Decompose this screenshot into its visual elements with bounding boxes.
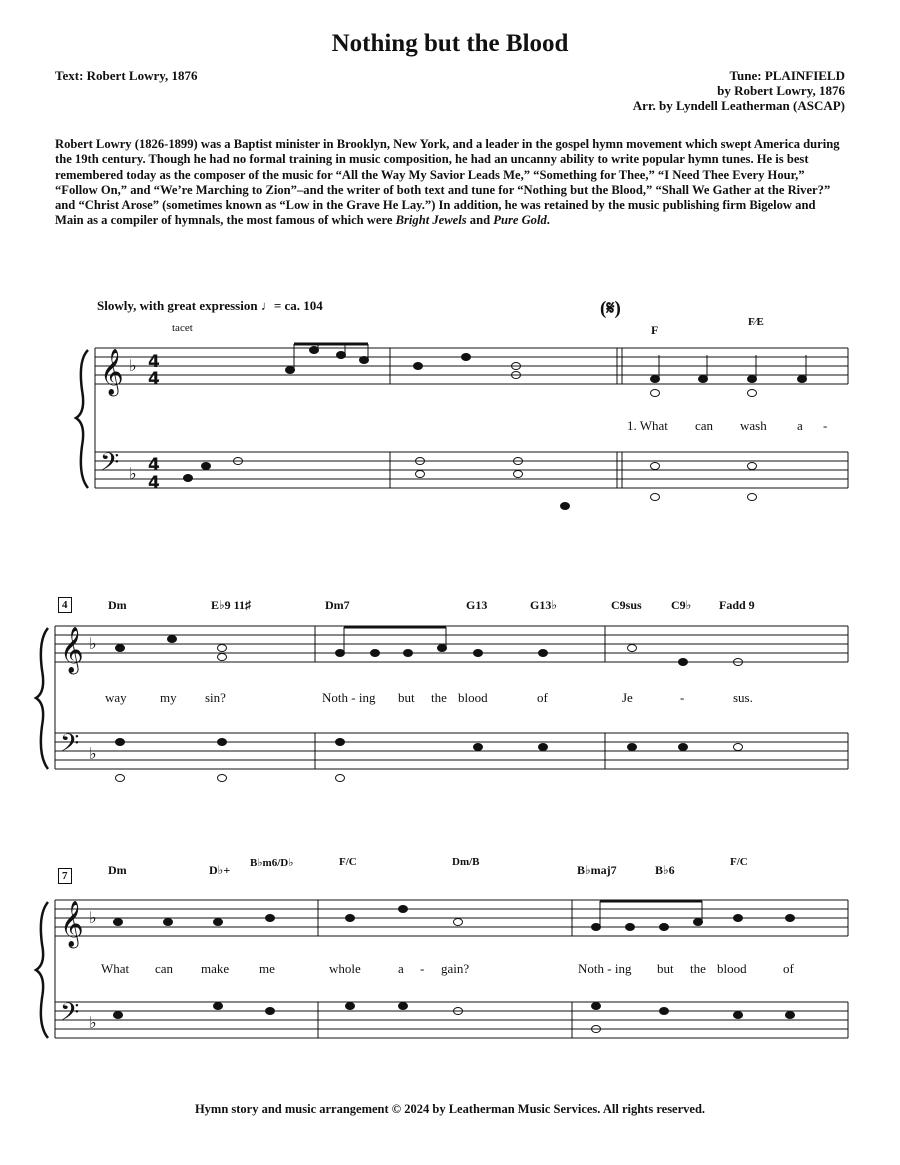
svg-text:𝄞: 𝄞 [60,901,84,947]
page-title: Nothing but the Blood [331,30,569,57]
lyric: What [101,961,130,976]
lyric: my [160,690,177,705]
tacet-marking: tacet [172,322,193,334]
chord-symbol: Fadd 9 [719,598,755,612]
lyric: Noth - ing [322,690,376,705]
key-flat: ♭ [129,356,137,375]
staff-lines-s1-bass [95,452,848,488]
svg-text:𝄢: 𝄢 [60,729,80,764]
story-text-end: . [546,213,550,228]
lyric: me [259,961,275,976]
chord-symbol: Dm7 [325,598,350,612]
lyric: of [537,690,548,705]
staff-lines-s3-bass [55,1002,848,1038]
chord-symbol: F [651,323,659,337]
chord-symbol: B♭maj7 [577,863,617,877]
metronome-mark: = ca. 104 [273,298,323,313]
story-text: Robert Lowry (1826-1899) was a Baptist minister in Brooklyn, New York, and a leader in the gospel hymn movement which swept America during the 19th century. Though he had no formal training in music composition, he had an uncanny ability to write popular hymn tunes. He is best remembered today as the composer of the music for “All the Way My Savior Leads Me,” “Something for Thee,” “I Need Thee Every Hour,” “Follow On,” and “We’re Marching to Zion”–and the writer of both text and tune for “Nothing but the Blood,” “Shall We Gather at the River?” and “Christ Arose” (sometimes known as “Low in the Grave He Lay.”) In addition, he was retained by the music publishing firm Bigelow and Main as a compiler of hymnals, the most famous of which were [55,137,840,228]
tune-name: Tune: PLAINFIELD [729,68,845,83]
lyric: - [420,961,425,976]
text-credit: Text: Robert Lowry, 1876 [55,68,198,83]
staff-lines-s1-treble [95,348,848,384]
chord-symbol: B♭6 [655,863,675,877]
staff-lines-s2-treble [55,626,848,662]
quarter-note-icon: ♩ [260,298,274,313]
chord-symbol: Dm/B [452,856,480,868]
chord-symbol: E♭9 11♯ [211,598,252,612]
treble-clef: 𝄞 [100,349,124,395]
lyric: sus. [733,690,753,705]
tempo-text: Slowly, with great expression [97,298,258,313]
svg-text:♭: ♭ [89,908,97,927]
lyric: can [695,418,714,433]
lyric: - [680,690,685,705]
arranger: Arr. by Lyndell Leatherman (ASCAP) [632,98,845,113]
story-title-bright-jewels: Bright Jewels [395,213,467,228]
svg-text:♭: ♭ [89,634,97,653]
chord-symbol: C9♭ [671,598,692,612]
lyric: sin? [205,690,226,705]
lyric: way [105,690,127,705]
svg-text:♭: ♭ [89,744,97,763]
lyric: can [155,961,174,976]
svg-text:4: 4 [148,473,160,493]
lyric: the [690,961,706,976]
bass-clef: 𝄢 [100,448,120,483]
staff-lines-s2-bass [55,733,848,769]
lyric: wash [740,418,767,433]
story-title-pure-gold: Pure Gold [493,213,547,228]
lyric: of [783,961,794,976]
chord-symbol: F/C [339,856,357,868]
lyric: 1. What [627,418,668,433]
lyric: the [431,690,447,705]
lyric: blood [717,961,747,976]
svg-text:4: 4 [148,352,160,372]
svg-text:𝄢: 𝄢 [60,998,80,1033]
lyric: whole [329,961,361,976]
lyric: but [657,961,674,976]
story-text-and: and [466,213,494,228]
chord-symbol: Dm [108,598,127,612]
chord-symbol: G13 [466,598,488,612]
svg-text:𝄞: 𝄞 [60,627,84,673]
lyric: blood [458,690,488,705]
copyright-footer: Hymn story and music arrangement © 2024 by Leatherman Music Services. All rights reserved. [194,1102,706,1116]
chord-symbol: F⁄E [748,316,764,328]
measure-number: 7 [58,868,72,884]
lyric: - [823,418,828,433]
lyric: Noth - ing [578,961,632,976]
chord-symbol: D♭+ [209,863,231,877]
segno-sign: (𝄋) [600,298,621,319]
chord-symbol: Dm [108,863,127,877]
lyric: but [398,690,415,705]
svg-text:♭: ♭ [129,464,137,483]
lyric: a [797,418,803,433]
lyric: make [201,961,230,976]
measure-number: 4 [58,597,72,613]
tune-composer: by Robert Lowry, 1876 [717,83,845,98]
chord-symbol: C9sus [611,598,642,612]
lyric: gain? [441,961,470,976]
staff-lines-s3-treble [55,900,848,936]
svg-text:4: 4 [148,369,160,389]
tempo-marking [97,298,323,314]
chord-symbol: F/C [730,856,748,868]
lyric: Je [622,690,633,705]
chord-symbol: G13♭ [530,598,557,612]
svg-text:4: 4 [148,455,160,475]
chord-symbol: B♭m6/D♭ [250,857,294,869]
lyric: a [398,961,404,976]
svg-text:♭: ♭ [89,1013,97,1032]
